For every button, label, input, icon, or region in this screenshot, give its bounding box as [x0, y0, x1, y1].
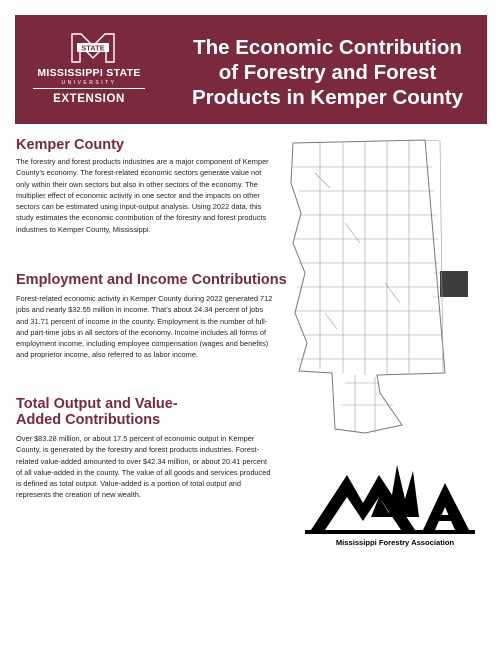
mfa-a-shape [423, 483, 469, 530]
page-title [175, 35, 480, 110]
msu-m-shield-icon [71, 33, 115, 63]
logo-university: UNIVERSITY [61, 80, 117, 86]
heading-line-2: Added Contributions [16, 412, 161, 428]
mississippi-county-map [285, 133, 487, 453]
logo-divider [33, 88, 145, 89]
msu-extension-logo [15, 15, 163, 124]
section-body-employment-income: Forest-related economic activity in Kemper County during 2022 generated 712 jobs and nearly $32.55 million in income. That’s about 24.34 percent of jobs and 31.71 percent of income in the county. Employment is the number of full- and part-time jobs in all sectors of the economy. Income includes all forms of employment income, including employee compensation (wages and benefits) and proprietor income, also referred to as labor income. [16, 294, 273, 360]
county-boundaries [291, 140, 445, 433]
title-line-1: The Economic Contribution [193, 36, 462, 59]
heading-line-1: Total Output and Value- [16, 396, 178, 412]
section-heading-employment-income: Employment and Income Contributions [16, 272, 287, 288]
header-banner [15, 15, 487, 124]
section-body-output-value-added: Over $83.28 million, or about 17.5 percent of economic output in Kemper County, is generated by the forestry and forest products industries. Forest-related value-added amounted to over $42.34 million, or about 20.41 percent of all value-added in the county. The value of all goods and services produced is defined as total output. Value-added is a portion of total output and represents the creation of new wealth. [16, 434, 271, 500]
section-heading-kemper-county: Kemper County [16, 137, 124, 153]
mfa-caption: Mississippi Forestry Association [335, 538, 455, 547]
mfa-logo [305, 457, 475, 537]
logo-extension: EXTENSION [53, 93, 125, 105]
title-line-2: of Forestry and Forest [218, 61, 437, 84]
section-heading-output-value-added [16, 396, 178, 428]
kemper-county-highlight [440, 271, 468, 297]
title-line-3: Products in Kemper County [191, 86, 464, 109]
logo-name: MISSISSIPPI STATE [37, 67, 141, 79]
state-outline [291, 140, 445, 433]
mfa-base-bar [305, 530, 475, 534]
logo-shield-text: STATE [81, 43, 105, 53]
section-body-kemper-county: The forestry and forest products industries are a major component of Kemper County’s economy. The forest-related economic sectors generate value not only within their own sectors but also in other sectors of the economy. The multiplier effect of economic activity in one sector and the impacts on other sectors can be estimated using input-output analysis. Using 2022 data, this study estimates the economic contribution of the forestry and forest products industries to Kemper County, Mississippi. [16, 157, 269, 234]
